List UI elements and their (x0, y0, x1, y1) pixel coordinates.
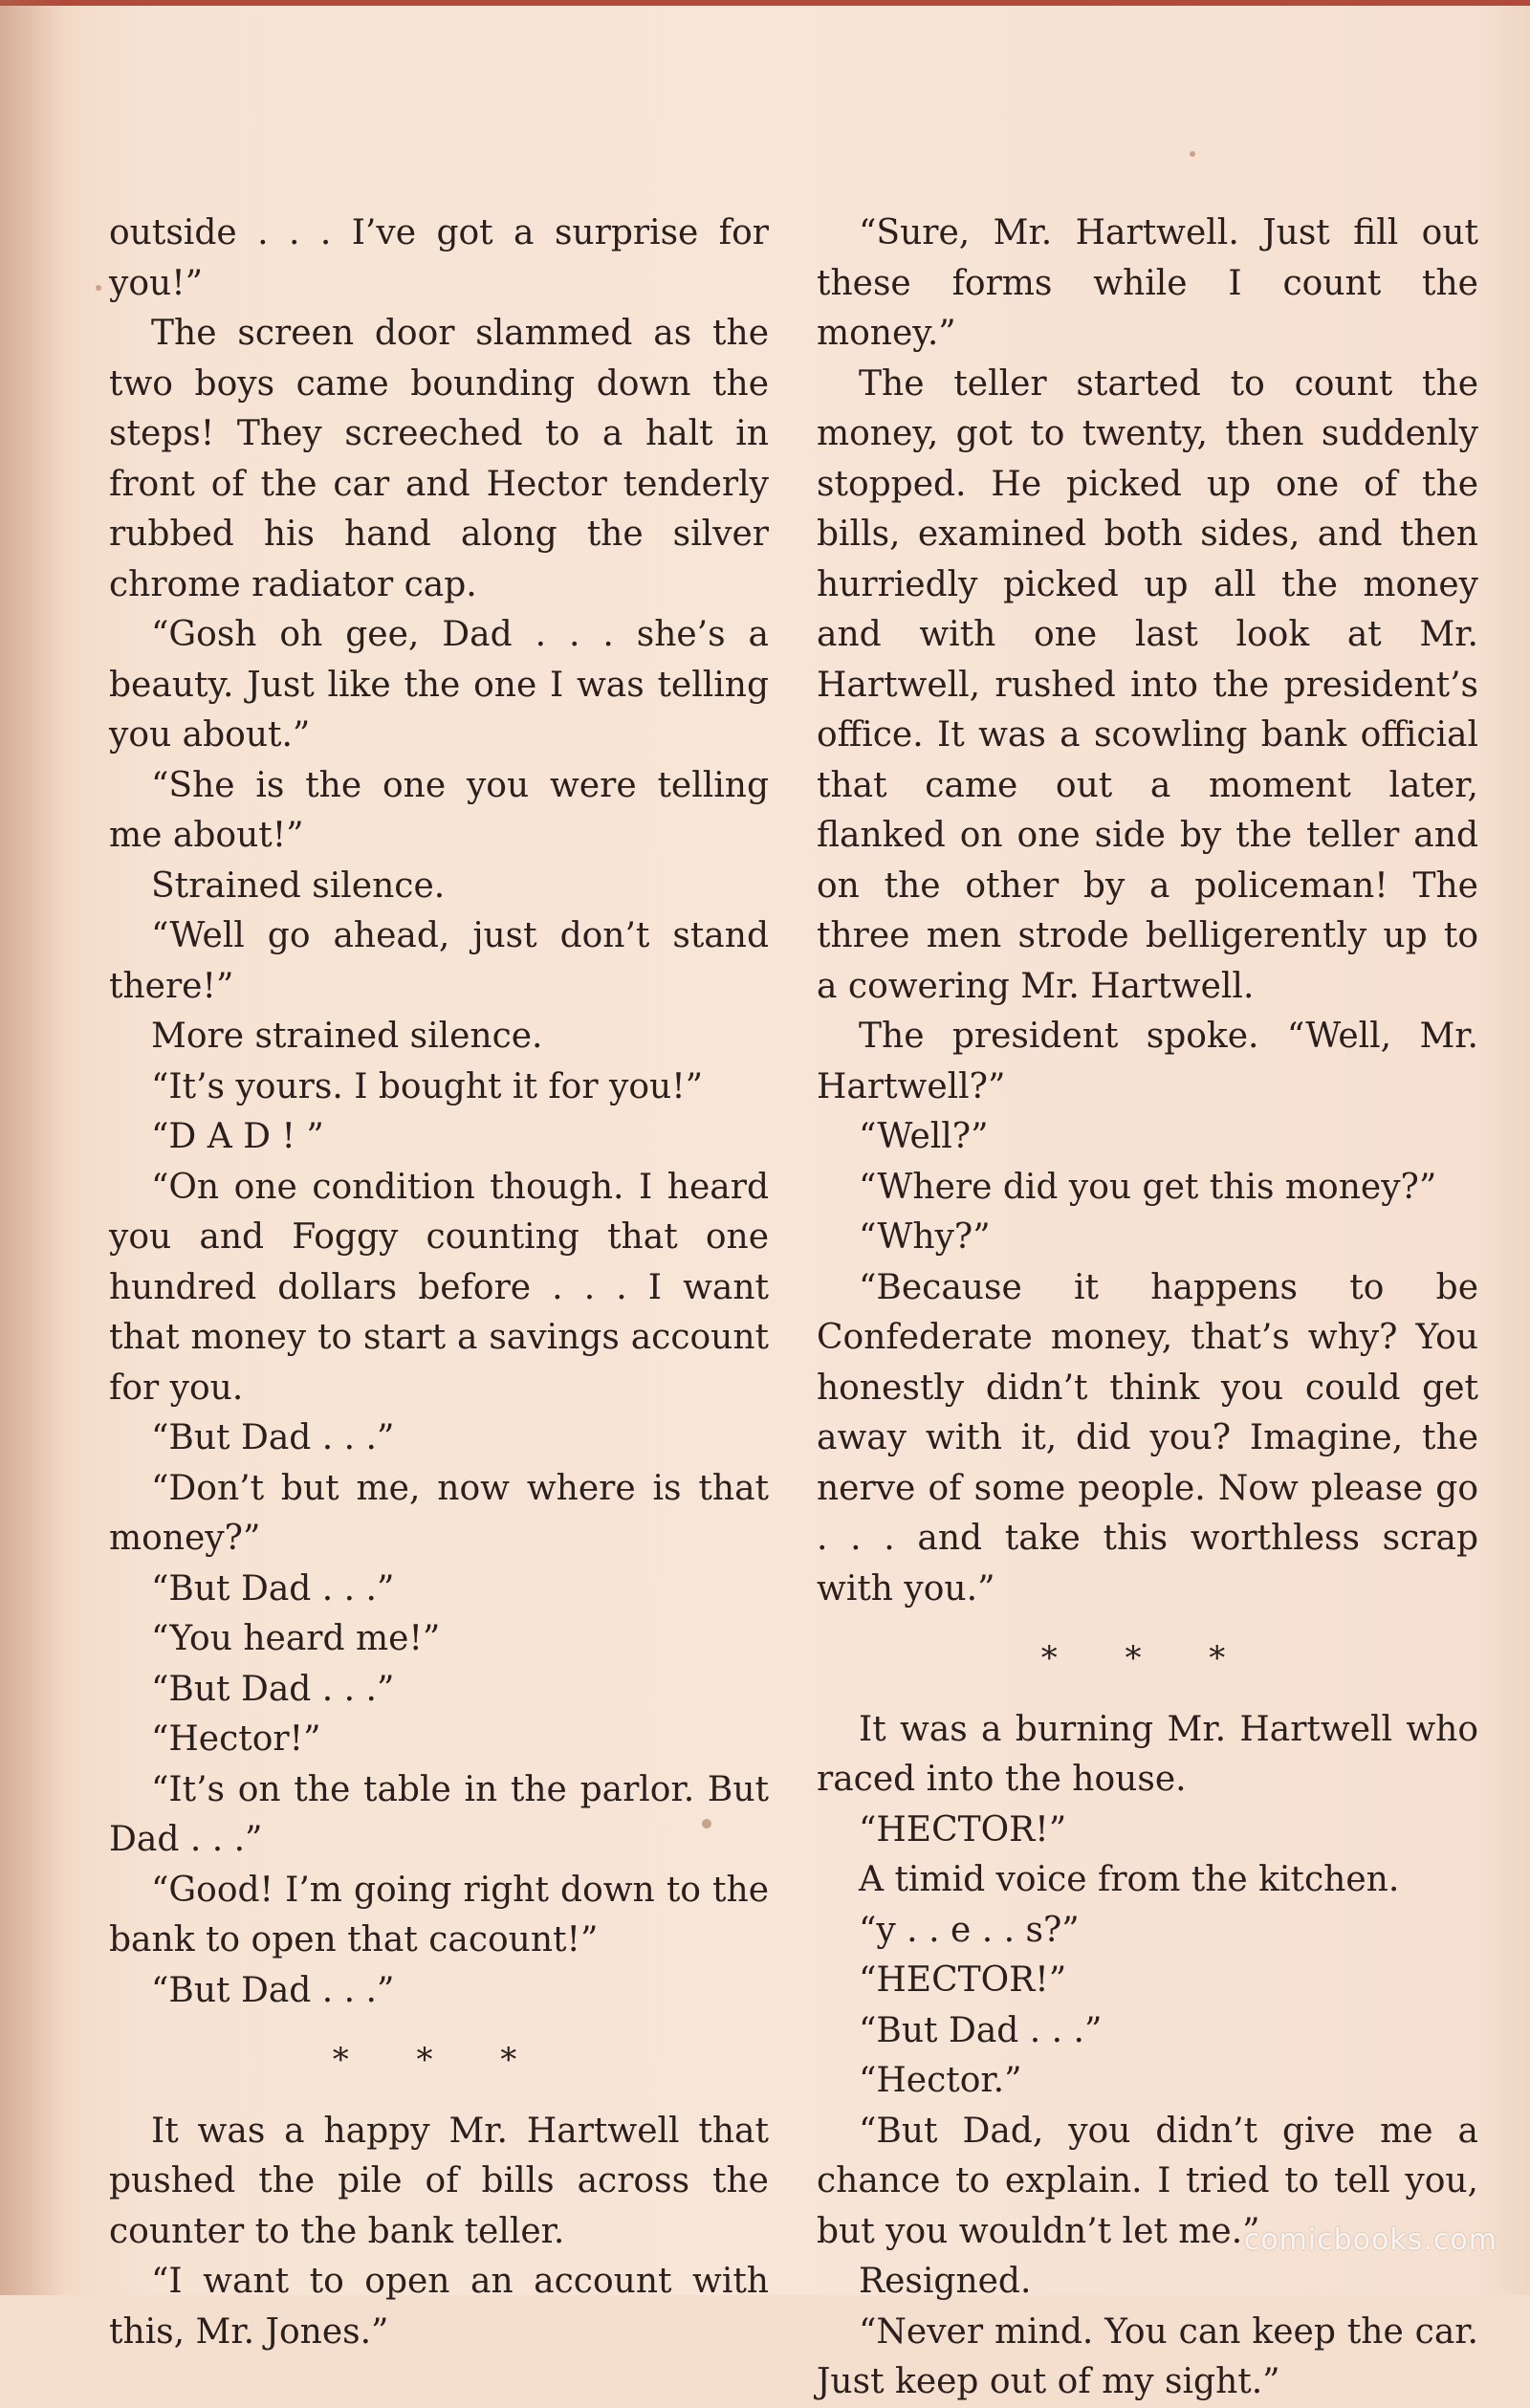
paragraph: It was a happy Mr. Hartwell that pushed the pile of bills across the counter to the bank teller. (109, 2111, 769, 2251)
paragraph: outside . . . I’ve got a surprise for you!” (109, 213, 769, 303)
paragraph: “It’s on the table in the parlor. But Dad . . .” (109, 1769, 769, 1859)
paper-speck (1190, 151, 1195, 157)
paragraph: “Why?” (859, 1217, 991, 1257)
paragraph: “Sure, Mr. Hartwell. Just fill out these forms while I count the money.” (817, 213, 1478, 353)
paragraph: The teller started to count the money, got to twenty, then suddenly stopped. He picked up one of the bills, examined both sides, and then hurriedly picked up all the money and with one last look at Mr. Hartwell, rushed into the president’s office. It was a scowling bank official that came out a moment later, flanked on one side by the teller and on the other by a policeman! The three men strode belligerently up to a cowering Mr. Hartwell. (817, 363, 1478, 1006)
paragraph: “Hector!” (151, 1719, 321, 1759)
paragraph: “Because it happens to be Confederate money, that’s why? You honestly didn’t think you could get away with it, did you? Imagine, the nerve of some people. Now please go . . . and take this worthless scrap with you.” (817, 1267, 1478, 1609)
paragraph: Resigned. (859, 2262, 1032, 2301)
page-top-edge (0, 0, 1530, 6)
paragraph: “On one condition though. I heard you and Foggy counting that one hundred dollars before . . . I want that money to start a savings account for you. (109, 1167, 769, 1408)
paragraph: The screen door slammed as the two boys came bounding down the steps! They screeched to a halt in front of the car and Hector tenderly rubbed his hand along the silver chrome radiator cap. (109, 314, 769, 604)
paragraph: “Good! I’m going right down to the bank to open that cacount!” (109, 1870, 769, 1959)
paragraph: The president spoke. “Well, Mr. Hartwell?” (817, 1017, 1478, 1106)
paragraph: “HECTOR!” (859, 1960, 1067, 2000)
paragraph: “Don’t but me, now where is that money?” (109, 1468, 769, 1558)
spine-shadow (0, 0, 67, 2295)
paragraph: Strained silence. (151, 865, 446, 906)
paragraph: “Well?” (859, 1117, 989, 1156)
paragraph: “But Dad . . .” (859, 2010, 1103, 2050)
paragraph: More strained silence. (151, 1017, 543, 1056)
paragraph: “Never mind. You can keep the car. Just keep out of my sight.” (817, 2311, 1478, 2401)
paragraph: “But Dad, you didn’t give me a chance to explain. I tried to tell you, but you wouldn’t let me.” (817, 2111, 1478, 2251)
right-column (817, 208, 1478, 2408)
paragraph: “She is the one you were telling me about!” (109, 765, 769, 855)
paper-speck (96, 285, 101, 291)
paragraph: A timid voice from the kitchen. (859, 1860, 1400, 1899)
paragraph: “Gosh oh gee, Dad . . . she’s a beauty. Just like the one I was telling you about.” (109, 615, 769, 755)
paragraph: “But Dad . . .” (151, 1669, 395, 1709)
paragraph: “You heard me!” (151, 1619, 441, 1658)
paragraph: “Hector.” (859, 2061, 1022, 2100)
paragraph: “But Dad . . .” (151, 1568, 395, 1609)
paragraph: “y . . e . . s?” (859, 1910, 1080, 1950)
paragraph: “But Dad . . .” (151, 1418, 395, 1457)
paragraph: “I want to open an account with this, Mr. Jones.” (109, 2262, 769, 2352)
scene-separator: * * * (332, 2041, 546, 2079)
left-column (109, 208, 769, 2357)
paragraph: It was a burning Mr. Hartwell who raced into the house. (817, 1709, 1478, 1799)
paragraph: “Where did you get this money?” (859, 1167, 1437, 1207)
scene-separator: * * * (1040, 1639, 1255, 1677)
paragraph: “But Dad . . .” (151, 1970, 395, 2010)
watermark: comicbooks.com (1243, 2223, 1497, 2257)
paragraph: “Well go ahead, just don’t stand there!” (109, 916, 769, 1006)
paragraph: “D A D ! ” (151, 1117, 324, 1156)
paragraph: “HECTOR!” (859, 1809, 1067, 1850)
paragraph: “It’s yours. I bought it for you!” (151, 1066, 704, 1106)
